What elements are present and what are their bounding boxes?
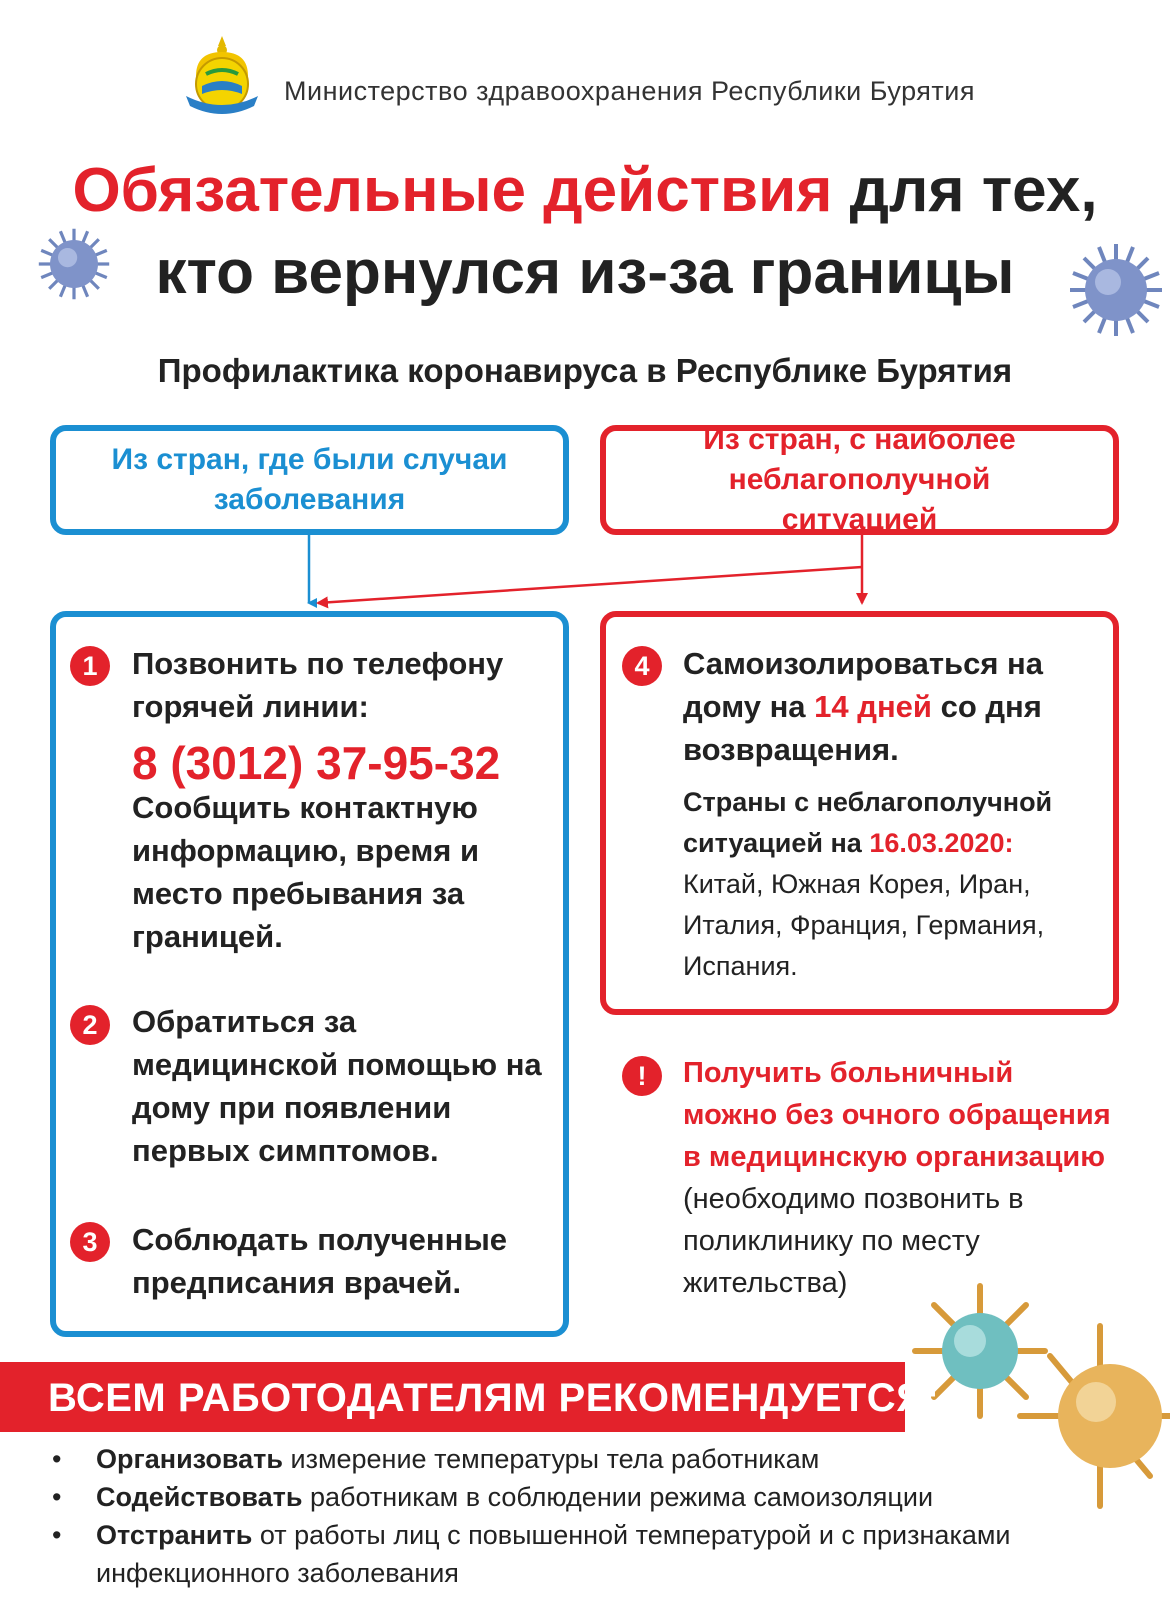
- item-bold: Отстранить: [96, 1520, 253, 1550]
- list-item: [52, 1478, 1112, 1516]
- step-1-text-2: Сообщить контактную информацию, время и место пребывания за границей.: [132, 790, 480, 954]
- sick-leave-normal: (необходимо позвонить в поликлинику по месту жительства): [683, 1183, 1024, 1299]
- step-4-days: 14 дней: [814, 689, 932, 724]
- employers-list: [52, 1440, 1112, 1592]
- countries-label: Страны с неблагополучной ситуацией на: [683, 787, 1053, 858]
- countries-heading: [683, 782, 1103, 864]
- exclamation-icon: !: [622, 1056, 662, 1096]
- item-text: от работы лиц с повышенной температурой и с признаками инфекционного заболевания: [96, 1520, 1011, 1588]
- category-left-text: Из стран, где были случаи заболевания: [111, 443, 508, 516]
- bullet: •: [52, 1520, 62, 1550]
- item-bold: Организовать: [96, 1444, 283, 1474]
- title-line2: кто вернулся из-за границы: [155, 238, 1015, 307]
- step-1-text: Позвонить по телефону горячей линии:: [132, 646, 504, 724]
- step-4-text-a: Самоизолироваться на дому на: [683, 646, 1043, 724]
- connector-arrows: [0, 0, 1170, 620]
- bullet: •: [52, 1482, 62, 1512]
- step-4-number: 4: [622, 646, 662, 686]
- list-item: [52, 1440, 1112, 1478]
- step-2-text: Обратиться за медицинской помощью на дому при появлении первых симптомов.: [132, 1004, 542, 1168]
- step-3-text: Соблюдать полученные предписания врачей.: [132, 1222, 508, 1300]
- step-3-number: 3: [70, 1222, 110, 1262]
- ministry-name: Министерство здравоохранения Республики Бурятия: [284, 76, 975, 106]
- sick-leave-red: Получить больничный можно без очного обращения в медицинскую организацию: [683, 1057, 1111, 1173]
- countries-list: Китай, Южная Корея, Иран, Италия, Франция, Германия, Испания.: [683, 869, 1045, 981]
- item-text: работникам в соблюдении режима самоизоляции: [302, 1482, 934, 1512]
- bullet: •: [52, 1444, 62, 1474]
- sick-leave-notice: [683, 1052, 1113, 1304]
- step-2-number: 2: [70, 1005, 110, 1045]
- category-right-text: Из стран, с наиболее неблагополучной ситуацией: [703, 423, 1016, 536]
- employers-title: ВСЕМ РАБОТОДАТЕЛЯМ РЕКОМЕНДУЕТСЯ:: [48, 1376, 940, 1420]
- page-subtitle: Профилактика коронавируса в Республике Бурятия: [157, 352, 1013, 389]
- title-line1-rest: для тех,: [832, 156, 1098, 225]
- countries-date: 16.03.2020:: [869, 828, 1014, 858]
- step-1-number: 1: [70, 646, 110, 686]
- list-item: [52, 1516, 1112, 1592]
- title-red-part: Обязательные действия: [72, 156, 833, 225]
- item-bold: Содействовать: [96, 1482, 303, 1512]
- step-4-text: [683, 642, 1103, 771]
- arrow-cross: [318, 567, 862, 603]
- item-text: измерение температуры тела работникам: [282, 1444, 820, 1474]
- hotline-phone: 8 (3012) 37-95-32: [132, 737, 501, 789]
- step-4-text-b: со дня возвращения.: [683, 689, 1042, 767]
